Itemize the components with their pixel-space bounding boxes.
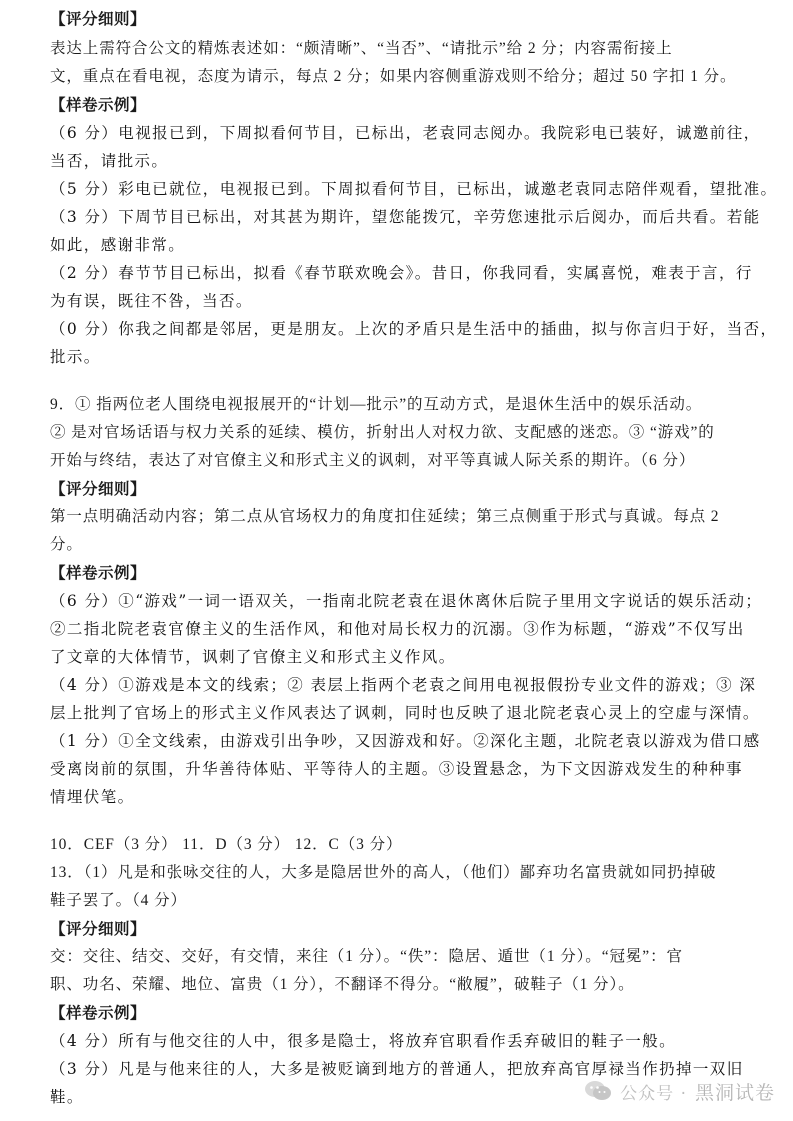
section-heading-scoring: 【评分细则】 bbox=[50, 480, 147, 498]
sample-answer-line: 批示。 bbox=[50, 348, 101, 366]
sample-answer-line: 情埋伏笔。 bbox=[50, 788, 135, 806]
question-9-line: ② 是对官场话语与权力关系的延续、模仿，折射出人对权力欲、支配感的迷恋。③ “游戏”的 bbox=[50, 424, 715, 441]
answers-10-12-line: 10．CEF（3 分） 11．D（3 分） 12．C（3 分） bbox=[50, 836, 403, 853]
sample-answer-line: 层上批判了官场上的形式主义作风表达了讽刺，同时也反映了退北院老袁心灵上的空虚与深情。 bbox=[50, 704, 760, 722]
section-heading-scoring: 【评分细则】 bbox=[50, 920, 147, 938]
text-line: 分。 bbox=[50, 536, 83, 553]
sample-answer-line: 了文章的大体情节，讽刺了官僚主义和形式主义作风。 bbox=[50, 648, 456, 666]
question-9-line: 9．① 指两位老人围绕电视报展开的“计划—批示”的互动方式，是退休生活中的娱乐活动。 bbox=[50, 396, 703, 413]
sample-answer-line: （6 分）电视报已到，下周拟看何节目，已标出，老袁同志阅办。我院彩电已装好，诚邀前往， bbox=[50, 124, 761, 142]
sample-answer-line: ②二指北院老袁官僚主义的生活作风，和他对局长权力的沉溺。③作为标题，“游戏”不仅写出 bbox=[50, 620, 745, 638]
sample-answer-line: （1 分）①全文线索，由游戏引出争吵，又因游戏和好。②深化主题，北院老袁以游戏为借口感 bbox=[50, 732, 761, 750]
text-line: 表达上需符合公文的精炼表述如：“颇清晰”、“当否”、“请批示”给 2 分；内容需衔接上 bbox=[50, 40, 673, 57]
section-heading-samples: 【样卷示例】 bbox=[50, 1004, 147, 1022]
sample-answer-line: （3 分）下周节目已标出，对其甚为期许，望您能拨冗，辛劳您速批示后阅办，而后共看。若能 bbox=[50, 208, 761, 226]
sample-answer-line: （4 分）所有与他交往的人中，很多是隐士，将放弃官职看作丢弃破旧的鞋子一般。 bbox=[50, 1032, 676, 1050]
watermark bbox=[584, 1076, 775, 1106]
text-line: 文，重点在看电视，态度为请示，每点 2 分；如果内容侧重游戏则不给分；超过 50 字扣 1 分。 bbox=[50, 68, 737, 85]
watermark-prefix: 公众号 · bbox=[620, 1083, 687, 1104]
section-heading-samples: 【样卷示例】 bbox=[50, 96, 147, 114]
text-line: 第一点明确活动内容；第二点从官场权力的角度扣住延续；第三点侧重于形式与真诚。每点 2 bbox=[50, 508, 720, 525]
sample-answer-line: （3 分）凡是与他来往的人，大多是被贬谪到地方的普通人，把放弃高官厚禄当作扔掉一双旧 bbox=[50, 1060, 744, 1078]
question-13-line: 13．（1）凡是和张咏交往的人，大多是隐居世外的高人，（他们）鄙弃功名富贵就如同扔掉破 bbox=[50, 864, 717, 881]
sample-answer-line: （4 分）①游戏是本文的线索；② 表层上指两个老袁之间用电视报假扮专业文件的游戏；③ 深 bbox=[50, 676, 757, 694]
sample-answer-line: （6 分）①“游戏”一词一语双关，一指南北院老袁在退休离休后院子里用文字说话的娱乐活动； bbox=[50, 592, 763, 610]
sample-answer-line: 受离岗前的氛围，升华善待体贴、平等待人的主题。③设置悬念，为下文因游戏发生的种种事 bbox=[50, 760, 743, 778]
sample-answer-line: （5 分）彩电已就位，电视报已到。下周拟看何节目，已标出，诚邀老袁同志陪伴观看，望批准。 bbox=[50, 180, 778, 198]
sample-answer-line: 如此，感谢非常。 bbox=[50, 236, 186, 254]
section-heading-samples: 【样卷示例】 bbox=[50, 564, 147, 582]
text-line: 交：交往、结交、交好，有交情，来往（1 分）。“佚”：隐居、遁世（1 分）。“冠冕”：官 bbox=[50, 948, 683, 965]
question-9-line: 开始与终结，表达了对官僚主义和形式主义的讽刺，对平等真诚人际关系的期许。（6 分） bbox=[50, 452, 696, 469]
sample-answer-line: （0 分）你我之间都是邻居，更是朋友。上次的矛盾只是生活中的插曲，拟与你言归于好，当否， bbox=[50, 320, 778, 338]
watermark-name: 黑洞试卷 bbox=[694, 1081, 775, 1104]
section-heading-scoring: 【评分细则】 bbox=[50, 10, 147, 28]
text-line: 职、功名、荣耀、地位、富贵（1 分），不翻译不得分。“敝履”，破鞋子（1 分）。 bbox=[50, 976, 635, 993]
sample-answer-line: 为有误，既往不咎，当否。 bbox=[50, 292, 253, 310]
question-13-line: 鞋子罢了。（4 分） bbox=[50, 892, 187, 909]
sample-answer-line: 鞋。 bbox=[50, 1088, 84, 1106]
sample-answer-line: 当否，请批示。 bbox=[50, 152, 169, 170]
sample-answer-line: （2 分）春节节目已标出，拟看《春节联欢晚会》。昔日，你我同看，实属喜悦，难表于言，行 bbox=[50, 264, 753, 282]
wechat-icon bbox=[584, 1079, 612, 1103]
